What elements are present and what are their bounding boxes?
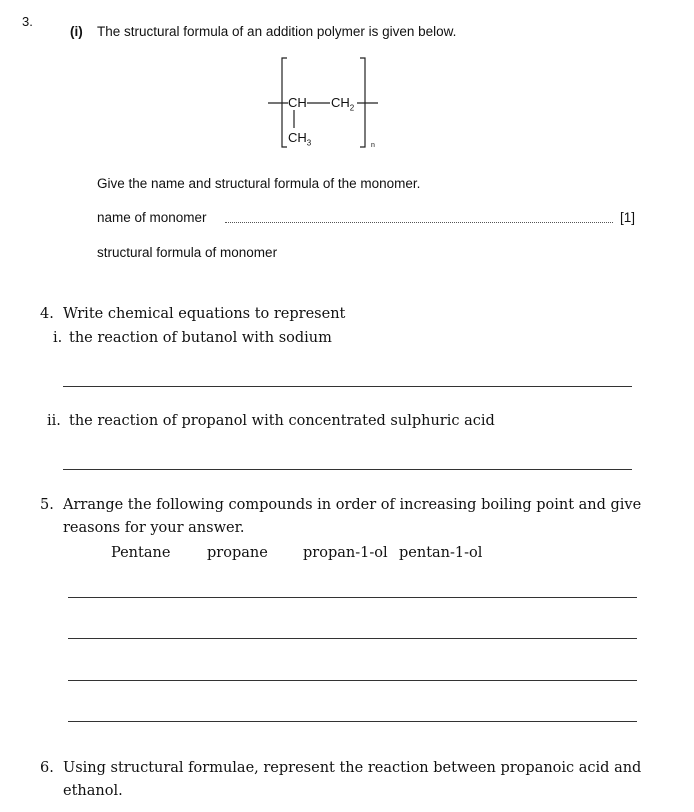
question-4-ii-number: ii. xyxy=(47,413,61,429)
compound: Pentane xyxy=(111,545,171,561)
question-6-line1: Using structural formulae, represent the reaction between propanoic acid and xyxy=(63,760,642,776)
answer-line[interactable] xyxy=(68,638,637,639)
polymer-ch3: $CH_3$ xyxy=(288,130,312,148)
compound: propan-1-ol xyxy=(303,545,388,561)
answer-line[interactable] xyxy=(68,597,637,598)
question-5-line1: Arrange the following compounds in order of increasing boiling point and give xyxy=(63,497,642,513)
question-4-i-text: the reaction of butanol with sodium xyxy=(69,330,332,346)
question-3-part: (i) xyxy=(70,24,83,39)
question-4-i-number: i. xyxy=(53,330,63,346)
answer-line[interactable] xyxy=(63,469,632,470)
question-3-intro: The structural formula of an addition polymer is given below. xyxy=(97,24,457,39)
monomer-formula-label: structural formula of monomer xyxy=(97,245,278,260)
answer-line[interactable] xyxy=(68,680,637,681)
question-3-number: 3. xyxy=(22,14,33,29)
question-4-number: 4. xyxy=(40,306,54,322)
monomer-name-label: name of monomer xyxy=(97,210,207,225)
monomer-name-marks: [1] xyxy=(620,210,636,225)
question-5-line2: reasons for your answer. xyxy=(63,520,245,536)
question-5-number: 5. xyxy=(40,497,54,513)
compound: pentan-1-ol xyxy=(399,545,483,561)
question-4-text: Write chemical equations to represent xyxy=(63,306,346,322)
polymer-ch: CH xyxy=(288,95,307,110)
compound: propane xyxy=(207,545,268,561)
question-6-number: 6. xyxy=(40,760,54,776)
question-3-instruction: Give the name and structural formula of the monomer. xyxy=(97,176,421,191)
polymer-ch2: $CH_2$ xyxy=(331,95,355,113)
answer-line[interactable] xyxy=(68,721,637,722)
monomer-name-answer-line[interactable] xyxy=(225,222,613,223)
question-4-ii-text: the reaction of propanol with concentrated sulphuric acid xyxy=(69,413,495,429)
question-6-line2: ethanol. xyxy=(63,783,123,799)
polymer-n: n xyxy=(371,142,375,149)
answer-line[interactable] xyxy=(63,386,632,387)
